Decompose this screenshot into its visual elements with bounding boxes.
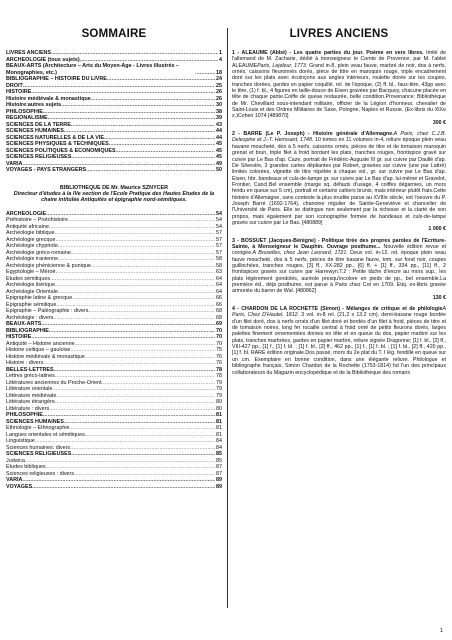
toc-entry-page: 58 <box>216 256 222 263</box>
toc-entry-label: SCIENCES NATURELLES & DE LA VIE <box>6 134 104 141</box>
toc-entry-label: SCIENCES DE LA TERRE <box>6 121 71 128</box>
toc-entry-label: Histoire : divers <box>6 360 44 367</box>
toc-entry-label: Archéologie biblique <box>6 230 55 237</box>
toc-entry-page: 85 <box>216 457 222 464</box>
entry-description: Imité de l'allemand de M. Zacharie, dédié à monseigneur le Comte de Provence, par M. l'abbé ALEAUME <box>232 50 446 69</box>
toc-entry-page: 80 <box>216 405 222 412</box>
toc-entry-page: 81 <box>216 431 222 438</box>
entry-heading: 2 - BARRE (Le P. Joseph) - Histoire générale d'Allemagne. <box>232 131 394 138</box>
entry-price: 130 € <box>432 294 446 301</box>
entry-list <box>232 50 446 376</box>
toc-entry-page: 26 <box>216 89 222 95</box>
entry-imprint: A Bruxelles, chez Jean Leonard, 1721. <box>252 250 348 257</box>
toc-entry-label: VOYAGES - PAYS ETRANGERS <box>6 167 87 173</box>
toc-entry-label: SCIENCES PHYSIQUES & TECHNIQUES <box>6 141 109 147</box>
toc-biblio-list <box>6 211 222 491</box>
toc-entry-label: Etudes sémitiques <box>6 275 51 282</box>
toc-entry-label: REGIONALISME <box>6 115 48 121</box>
entry-details: Grand in-8, plein veau fauve, marbré de noir, dos à nerfs, ornés, caissons fleuronnés dorés, pièce de titre en maroquin rouge, triple encadrement doré sur les plats avec écoinçons aux angles intérieurs, roulette dorée sur les coupes, tranches dorées, gardes en papier coquillé. rel. de l'époque, (2) ff. bl., faux-titre, 43pp avec le titre, (1) f. bl., 4 figures en taille-douce de Eisen gravées par Bacquoy, chacune placée en tête de chaque partie.Coiffe de queue restaurée, belle condition.Provenance: Bibliothèque de Mr. Chevillard sous-intendant militaire, officier de la Légion d'honneur, chevalier de Saint-Louis et des Ordres Militaires de Saxe, Pologne, Naples et Russie. (Ex-libris du XIXe s.)Cohen 1074 [489870] <box>232 62 446 120</box>
toc-entry-page: 80 <box>216 399 222 406</box>
toc-entry-page: 76 <box>216 353 222 360</box>
toc-entry-page: 87 <box>216 464 222 471</box>
toc-entry-page: 63 <box>216 269 222 276</box>
toc-entry-label: Archéologie iranienne <box>6 256 59 263</box>
toc-entry-page: 57 <box>216 236 222 243</box>
toc-entry-label: Histoire médiévale & monastique <box>6 95 91 102</box>
toc-entry-label: Archéologie Orientale <box>6 288 58 295</box>
entry-imprint: Paris, Lejeleur, 1773. <box>257 62 308 69</box>
toc-entry-page: 54 <box>216 223 222 230</box>
toc-main-list <box>6 50 222 174</box>
toc-entry-label: Archéologie : divers <box>6 314 54 321</box>
toc-entry-page: 66 <box>216 295 222 302</box>
toc-entry-page: 39 <box>216 115 222 121</box>
toc-entry-label: Judaïca <box>6 457 25 464</box>
toc-entry-page: 79 <box>216 392 222 399</box>
biblio-title: BIBLIOTHEQUE DE Mr. Maurice SZNYCER <box>59 184 169 191</box>
toc-entry-label: Archéologie gréco-romaine <box>6 249 71 256</box>
toc-entry-page: 57 <box>216 243 222 250</box>
catalogue-entry <box>232 238 446 301</box>
toc-entry-page: 57 <box>216 249 222 256</box>
toc-entry-page: 4 <box>219 56 222 63</box>
toc-leader-dots <box>32 484 215 491</box>
toc-entry-label: Sciences religieuses : divers <box>6 470 75 477</box>
toc-entry-label: Histoire:autres sujets <box>6 102 62 108</box>
toc-entry-page: 78 <box>216 366 222 373</box>
toc-entry-page: 84 <box>216 438 222 445</box>
toc-entry-label: VARIA <box>6 477 23 484</box>
toc-entry-page: 89 <box>216 483 222 490</box>
toc-entry-page: 68 <box>216 314 222 321</box>
biblio-subtitle: Directeur d'études à la IVe section de l'Ecole Pratique des Hautes Etudes de la chaire intitulée Antiquités et épigraphie nord-sémitiques. <box>13 190 215 204</box>
toc-entry-page: 45 <box>216 147 222 154</box>
toc-entry-page: 79 <box>216 379 222 386</box>
toc-entry-label: Archéologie ibérique <box>6 282 56 289</box>
entry-description: Nouvelle édition revue et corrigée. <box>232 243 446 257</box>
toc-entry-page: 44 <box>216 128 222 134</box>
toc-entry-label: Littérature : divers <box>6 405 50 412</box>
toc-entry-page: 70 <box>216 340 222 347</box>
entry-heading: 3 - BOSSUET (Jacques-Bénigne) - Politique tirée des propres paroles de l'Ecriture-Sainte, à Monseigneur le Dauphin. Ouvrage posthume... <box>232 237 446 250</box>
toc-entry-page: 43 <box>216 121 222 128</box>
toc-entry-label: Egyptologie – Méroé <box>6 269 56 276</box>
toc-entry-page: 18 <box>216 69 222 76</box>
toc-entry-label: VARIA <box>6 160 23 167</box>
toc-entry-label: Antiquité africaine <box>6 223 49 230</box>
toc-entry-page: 78 <box>216 373 222 380</box>
toc-entry-label: Epigraphie – Paléographie : divers <box>6 308 89 315</box>
table-of-contents <box>6 28 222 490</box>
toc-entry-label: HISTOIRE <box>6 334 32 341</box>
toc-entry-label: Epigraphie latine & grecque <box>6 295 73 302</box>
toc-entry-page: 85 <box>216 451 222 458</box>
toc-entry-label: Sciences humaines: divers <box>6 444 71 451</box>
toc-entry-page: 49 <box>216 160 222 167</box>
toc-entry-page: 38 <box>216 108 222 115</box>
toc-entry-label: HISTOIRE <box>6 89 32 95</box>
entry-price: 300 € <box>432 119 446 126</box>
toc-entry-page: 70 <box>216 334 222 341</box>
toc-entry-label: Littérature orientale <box>6 386 53 393</box>
catalogue-entry <box>232 306 446 376</box>
toc-entry-label: Ethnologie – Ethnographie <box>6 425 70 432</box>
toc-entry-label: BIBLIOGRAPHIE <box>6 327 49 334</box>
toc-entry <box>6 484 222 491</box>
toc-entry-label: LIVRES ANCIENS <box>6 50 52 56</box>
toc-entry-page: 69 <box>216 321 222 328</box>
toc-entry-label: DROIT <box>6 82 23 89</box>
toc-title: SOMMAIRE <box>81 28 147 40</box>
toc-entry-page: 64 <box>216 282 222 289</box>
toc-entry-page: 58 <box>216 262 222 269</box>
toc-entry-page: 44 <box>216 134 222 141</box>
toc-entry-label: Histoire médiévale & monastique <box>6 353 85 360</box>
toc-entry-label: SCIENCES HUMAINES <box>6 418 64 425</box>
toc-entry-page: 75 <box>216 347 222 354</box>
toc-entry-page: 45 <box>216 154 222 160</box>
toc-entry-label: PHILOSOPHIE <box>6 108 43 115</box>
toc-entry-label: PHILOSOPHIE <box>6 412 43 419</box>
entry-price: 1 000 € <box>428 226 446 233</box>
toc-entry-page: 54 <box>216 210 222 217</box>
toc-entry-label: BEAUX-ARTS (Architecture – Arts du Moyen-Age - Livres illustrés – Monographies, etc.) <box>6 63 179 76</box>
toc-entry-label: Langues orientales et sémitiques <box>6 431 85 438</box>
catalogue-listing <box>232 28 446 381</box>
toc-entry-page: 24 <box>216 76 222 82</box>
toc-entry-label: Littérature médiévale <box>6 392 57 399</box>
entry-heading: 1 - ALEAUME (Abbé) - Les quatre parties du jour. Poème en vers libres. <box>232 50 424 56</box>
toc-entry-page: 70 <box>216 327 222 334</box>
toc-entry-page: 45 <box>216 141 222 147</box>
toc-entry-page: 81 <box>216 425 222 432</box>
toc-entry-page: 64 <box>216 288 222 295</box>
toc-entry-label: Archéologie chypriote <box>6 243 58 250</box>
toc-entry-page: 81 <box>216 418 222 425</box>
toc-entry-label: Etudes bibliques <box>6 464 46 471</box>
toc-entry-page: 30 <box>216 102 222 108</box>
column-divider <box>227 28 228 608</box>
entry-imprint: A Paris, chez C.J.B. Delespine et J.-T. Herissant, 1748. <box>232 131 447 144</box>
entry-details: 10 tomes en 11 volumes in-4, reliure époque plein veau havane moucheté, dos à 5 nerfs, caissons ornés, pièces de titre et de tomaison maroquin grenat et brun, triple filet à froid bordant les plats, tranches rouges, frontispice gravé sur cuivre par Le Bas d'ap. Caze, portrait de Frédéric-Auguste III gr. sur cuivre par Daullé d'ap. De Silvestre, 3 grandes cartes dépliantes par Robert, gravées sur cuivre (une par Lattré) limites colorées, vignette de titre répétée à chaque vol., gr. sur cuivre par Le Bas d'ap. Eisen, hbr. bandeaux et culs-de-lampe gr. sur cuivre par Le Bas d'ap. lui-même et Gravelot, Frontier, Cancl.Bel ensemble (marge sq. défauts d'usage, 4 coiffes dégarnies, un mors fendu en queue sur 5 cm), portrait et certains cahiers brunis, mais intérieur plutôt frais.Cette histoire d'Allemagne, sans conteste la plus érudite parue au XVIIIe siècle, est l'oeuvre du P. Joseph Barré (1692-1764), chanoine régulier de Sainte-Geneviève et chancelier de l'Université de Paris. Elle se distingue non seulement par la richesse et la clarté de son propos, mais également par son iconographie formée de bandeaux et culs-de-lampe gravés sur cuivre par Le Bas. [480889] <box>232 137 447 226</box>
toc-entry-label: Antiquité – Histoire ancienne <box>6 340 75 347</box>
toc-entry-page: 50 <box>216 167 222 173</box>
toc-entry-label: BIBLIOGRAPHIE – HISTOIRE DU LIVRE <box>6 76 107 82</box>
toc-entry <box>6 167 222 174</box>
toc-entry-label: SCIENCES RELIGIEUSES <box>6 451 72 458</box>
toc-entry-label: Préhistoire – Protohistoire <box>6 217 69 224</box>
toc-entry-label: Histoire celtique – gauloise <box>6 347 71 354</box>
toc-entry-label: Lettres gréco-latines <box>6 373 55 380</box>
toc-entry-page: 1 <box>219 50 222 56</box>
toc-entry-label: SCIENCES HUMAINES <box>6 128 64 134</box>
toc-entry-label: Littératures anciennes du Proche-Orient <box>6 379 102 386</box>
toc-entry-label: SCIENCES POLITIQUES & ECONOMIQUES <box>6 147 116 154</box>
toc-entry-label: ARCHEOLOGIE (tous sujets) <box>6 56 80 63</box>
toc-leader-dots <box>86 167 215 174</box>
toc-entry-page: 84 <box>216 444 222 451</box>
toc-entry-page: 25 <box>216 82 222 89</box>
toc-entry-label: SCIENCES RELIGIEUSES <box>6 154 72 160</box>
toc-entry-page: 57 <box>216 230 222 237</box>
toc-entry-page: 89 <box>216 477 222 484</box>
toc-entry <box>6 63 222 76</box>
toc-entry-label: BELLES-LETTRES <box>6 366 54 373</box>
toc-entry-page: 76 <box>216 360 222 367</box>
toc-entry-label: ARCHEOLOGIE <box>6 210 47 217</box>
biblio-heading <box>10 185 218 204</box>
toc-entry-label: Littérature étrangère <box>6 399 55 406</box>
toc-entry-label: Archéologie grecque <box>6 236 56 243</box>
catalogue-entry <box>232 50 446 126</box>
catalogue-entry <box>232 131 446 233</box>
toc-entry-page: 81 <box>216 412 222 419</box>
toc-entry-page: 79 <box>216 386 222 393</box>
toc-entry-label: Archéologie phénicienne & punique <box>6 262 91 269</box>
toc-entry-label: Linguistique <box>6 438 35 445</box>
entry-heading: 4 - CHARDON DE LA ROCHETTE (Simon) - Mélanges de critique et de philologie <box>232 306 443 313</box>
entry-imprint: A Paris, Chez D'Hautel, 1812. <box>232 306 446 319</box>
toc-entry-page: 68 <box>216 308 222 315</box>
entry-details: 3 vol. in-8 rel. (21,2 x 13,2 cm), demi-basane rouge bordée d'un filet doré, dos à nerfs ornés d'un filet doré et bordés d'un filet à froid, pièces de titre et de tomaison noires, long fer rocaille central à froid orné de petits fleurons dorés, larges palettes finement ornementées dorées en tête et en queue du dos, papier marbré sur les plats, tranches marbrées, gardes en papier marbré, reliure signée Dragonne; [1] f. bl., [2] ff., VIII-427 pp., [1] f., [1] f. bl. ; [1] f. bl., [2] ff., 462 pp., [1] f., [1] f. bl. ; [1] f. bl., [2] ff., 420 pp., [1] f. bl. RARE édition originale.Dos passé, mors du 2e plat du T. I lég. fendillé en queue sur un cm. Exemplaire en bonne condition, dans une élégante reliure. Philologue et bibliographe français, Simon Chardon de la Rochette (1753-1814) fut l'un des principaux collaborateurs du Magazin encyclopédique et de la Bibliothèque des romans <box>232 312 446 376</box>
toc-entry-page: 64 <box>216 275 222 282</box>
toc-entry-page: 54 <box>216 217 222 224</box>
toc-entry-label: BEAUX-ARTS <box>6 321 42 328</box>
page-number: 1 <box>439 628 443 634</box>
toc-entry-label: Epigraphie sémitique <box>6 301 57 308</box>
section-title: LIVRES ANCIENS <box>289 28 389 40</box>
toc-entry-label: VOYAGES <box>6 483 33 490</box>
toc-entry-page: 26 <box>216 95 222 102</box>
entry-details: Deux vol. in-12, rel. époque plein veau fauve moucheté, dos à 5 nerfs, pièces de titre basane fauve, tom. sur fond noir, coupes guillochées, tranches rouges, [3] ff., XX-282 pp., [6] ff. + [1] ff., 334 pp., [11] ff., 2 frontispices gravés sur cuivre par Harrewyn.T.2 : Petite tâche d'encre au mors sup., les plats légèrement gondolés, auréole presqu'incolore en pieds de pp., bel ensemble.La première éd., déjà posthume, est parue à Paris chez Cot en 1709. Etiq. ex-libris gravée armoriée du baron de Wal. [480862] <box>232 250 446 295</box>
toc-entry-page: 66 <box>216 301 222 308</box>
toc-entry-page: 87 <box>216 470 222 477</box>
